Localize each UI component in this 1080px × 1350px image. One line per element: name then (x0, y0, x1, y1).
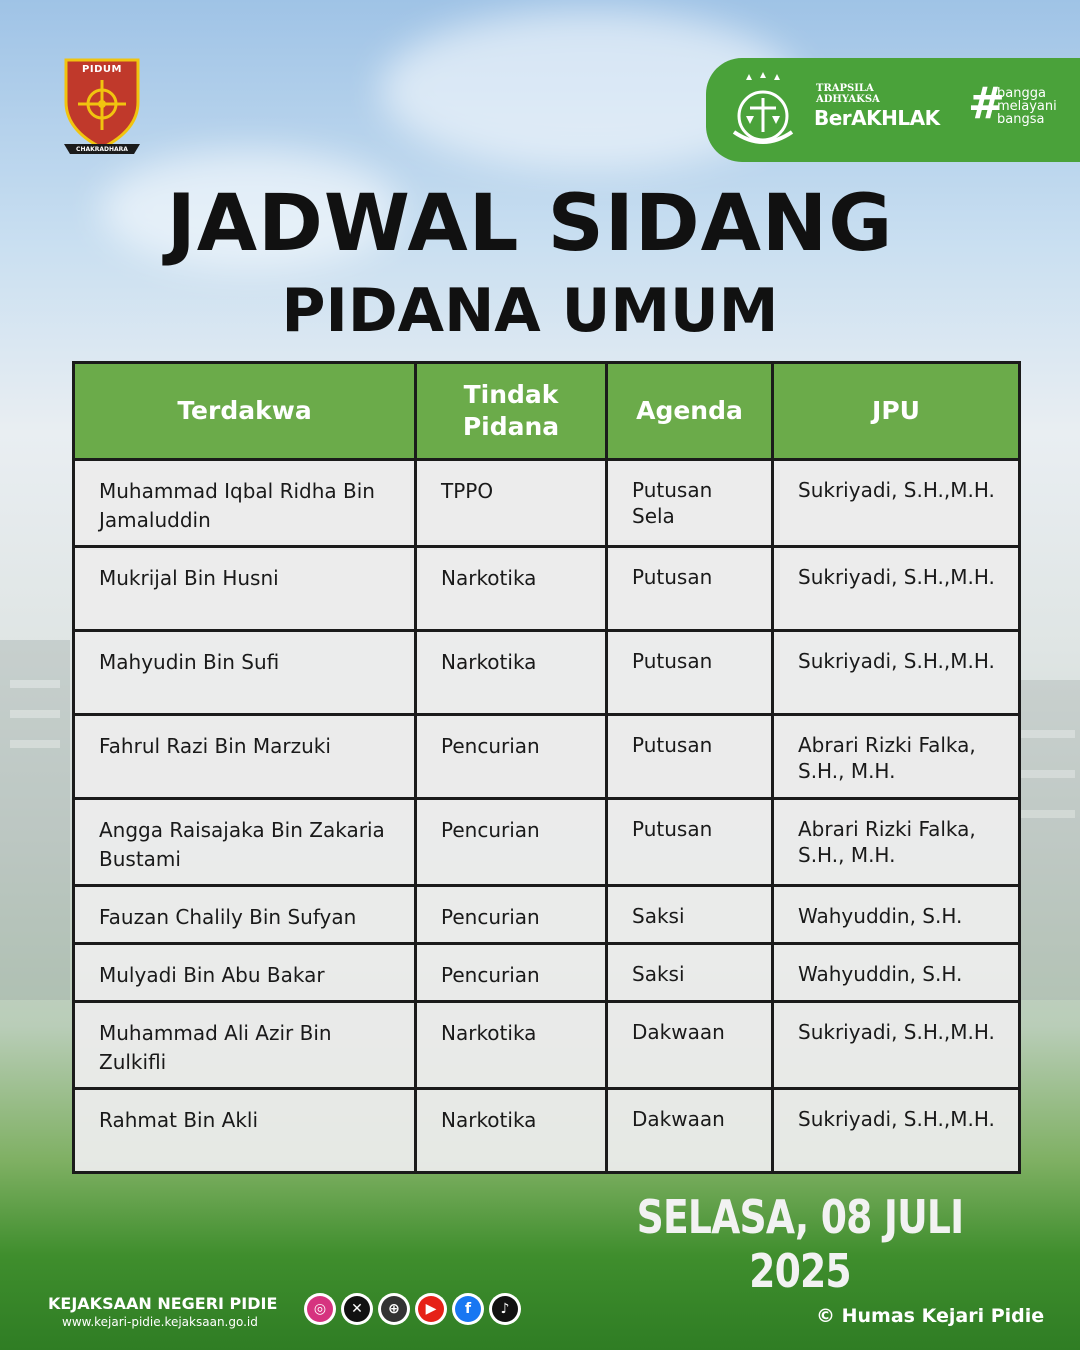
table-row (74, 886, 1020, 944)
cell-terdakwa: Mulyadi Bin Abu Bakar (74, 944, 416, 1002)
cell-agenda: Putusan (607, 715, 773, 799)
trapsila-adhyaksa-text (816, 83, 880, 105)
cell-agenda: Dakwaan (607, 1002, 773, 1089)
cell-terdakwa: Fauzan Chalily Bin Sufyan (74, 886, 416, 944)
tagline-line: bangga (997, 86, 1046, 101)
pidum-ribbon-text: CHAKRADHARA (76, 146, 128, 153)
instagram-icon[interactable]: ◎ (304, 1293, 336, 1325)
hashtag-icon: # (968, 78, 1005, 129)
cell-tindak-pidana: Pencurian (416, 944, 607, 1002)
cell-jpu: Sukriyadi, S.H.,M.H. (773, 631, 1020, 715)
cell-jpu: Sukriyadi, S.H.,M.H. (773, 1002, 1020, 1089)
cell-tindak-pidana: Narkotika (416, 1089, 607, 1173)
kejaksaan-seal-icon (726, 70, 800, 150)
table-row (74, 715, 1020, 799)
table-header-row (74, 363, 1020, 460)
table-row (74, 1089, 1020, 1173)
cell-terdakwa: Mahyudin Bin Sufi (74, 631, 416, 715)
org-url-link[interactable]: www.kejari-pidie.kejaksaan.go.id (62, 1315, 258, 1329)
table-row (74, 1002, 1020, 1089)
header-terdakwa: Terdakwa (74, 363, 416, 460)
facebook-icon[interactable]: f (452, 1293, 484, 1325)
table-row (74, 631, 1020, 715)
cell-agenda: Putusan (607, 631, 773, 715)
cell-agenda: Putusan (607, 799, 773, 886)
tagline-line: melayani (997, 99, 1057, 114)
cell-terdakwa: Fahrul Razi Bin Marzuki (74, 715, 416, 799)
adhyaksa-line: ADHYAKSA (816, 94, 880, 105)
table-row (74, 460, 1020, 547)
cell-jpu: Sukriyadi, S.H.,M.H. (773, 1089, 1020, 1173)
page-title: JADWAL SIDANG (166, 179, 894, 269)
cell-tindak-pidana: Narkotika (416, 1002, 607, 1089)
header-agenda: Agenda (607, 363, 773, 460)
cell-terdakwa: Angga Raisajaka Bin Zakaria Bustami (74, 799, 416, 886)
website-icon[interactable]: ⊕ (378, 1293, 410, 1325)
cell-terdakwa: Mukrijal Bin Husni (74, 547, 416, 631)
table-row (74, 547, 1020, 631)
cell-agenda: Putusan (607, 547, 773, 631)
bangga-melayani-bangsa-text (997, 87, 1057, 126)
x-icon[interactable]: ✕ (341, 1293, 373, 1325)
page-subtitle: PIDANA UMUM (281, 276, 779, 346)
table-row (74, 944, 1020, 1002)
cell-agenda: Saksi (607, 886, 773, 944)
cell-terdakwa: Muhammad Ali Azir Bin Zulkifli (74, 1002, 416, 1089)
social-icons (304, 1293, 521, 1325)
schedule-table (72, 361, 1021, 1174)
trapsila-line: TRAPSILA (816, 83, 874, 94)
cell-tindak-pidana: Narkotika (416, 547, 607, 631)
youtube-icon[interactable]: ▶ (415, 1293, 447, 1325)
cell-tindak-pidana: Pencurian (416, 886, 607, 944)
cell-jpu: Sukriyadi, S.H.,M.H. (773, 460, 1020, 547)
cell-jpu: Wahyuddin, S.H. (773, 886, 1020, 944)
cell-tindak-pidana: Pencurian (416, 715, 607, 799)
org-name: KEJAKSAAN NEGERI PIDIE (48, 1294, 278, 1313)
cell-tindak-pidana: TPPO (416, 460, 607, 547)
berakhlak-badge (706, 58, 1080, 162)
cell-terdakwa: Rahmat Bin Akli (74, 1089, 416, 1173)
cell-jpu: Wahyuddin, S.H. (773, 944, 1020, 1002)
cell-jpu: Sukriyadi, S.H.,M.H. (773, 547, 1020, 631)
cell-tindak-pidana: Narkotika (416, 631, 607, 715)
cell-jpu: Abrari Rizki Falka, S.H., M.H. (773, 799, 1020, 886)
credit-text: © Humas Kejari Pidie (816, 1305, 1045, 1327)
pidum-logo-text: PIDUM (82, 64, 122, 75)
tiktok-icon[interactable]: ♪ (489, 1293, 521, 1325)
cell-agenda: Saksi (607, 944, 773, 1002)
cell-agenda: Dakwaan (607, 1089, 773, 1173)
schedule-date: SELASA, 08 JULI 2025 (636, 1190, 964, 1298)
cell-jpu: Abrari Rizki Falka, S.H., M.H. (773, 715, 1020, 799)
berakhlak-text: BerAKHLAK (814, 106, 940, 130)
pidum-logo (60, 52, 144, 162)
table-row (74, 799, 1020, 886)
cell-tindak-pidana: Pencurian (416, 799, 607, 886)
cell-agenda: Putusan Sela (607, 460, 773, 547)
header-tindak-pidana: Tindak Pidana (416, 363, 607, 460)
cell-terdakwa: Muhammad Iqbal Ridha Bin Jamaluddin (74, 460, 416, 547)
header-jpu: JPU (773, 363, 1020, 460)
tagline-line: bangsa (997, 112, 1045, 127)
